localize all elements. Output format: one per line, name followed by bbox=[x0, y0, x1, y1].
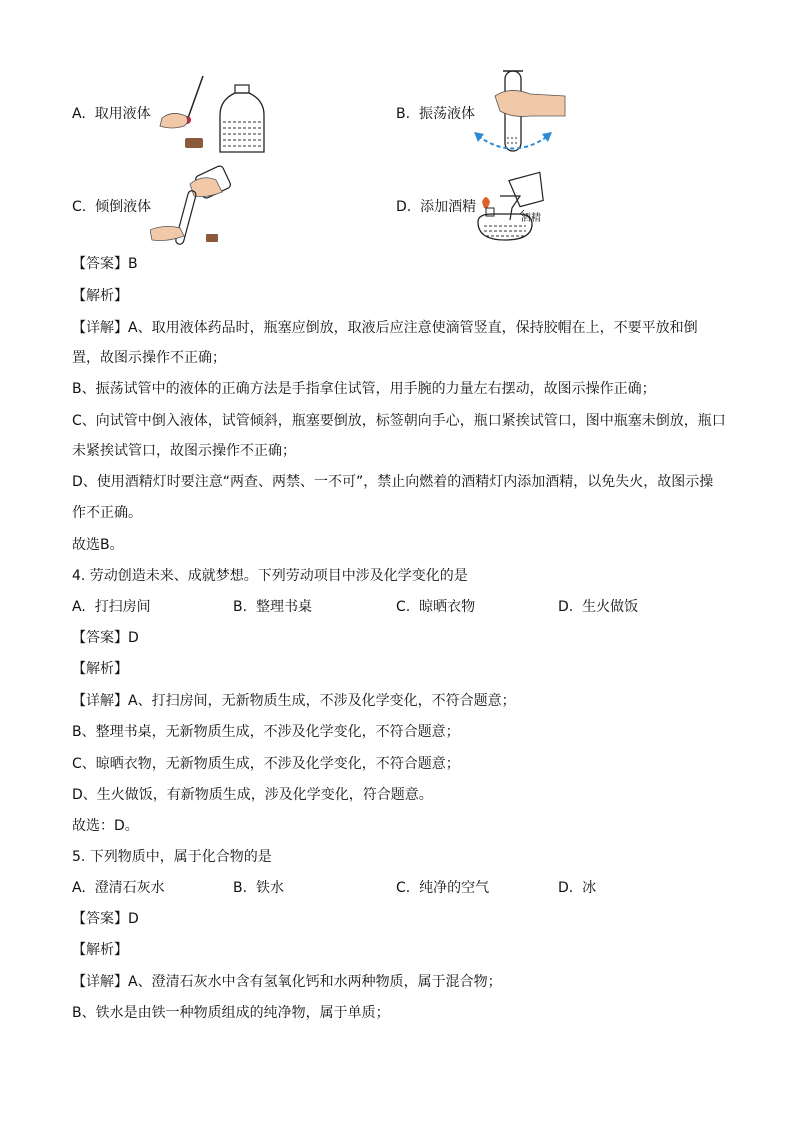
alcohol-label: 酒精 bbox=[521, 213, 541, 224]
q5-option-d bbox=[558, 878, 596, 898]
q4-option-c bbox=[396, 597, 475, 617]
q4-detail-c: C、晾晒衣物，无新物质生成，不涉及化学变化，不符合题意； bbox=[72, 756, 460, 772]
option-letter: C. bbox=[72, 199, 87, 215]
q5-option-c bbox=[396, 878, 489, 898]
q3-detail-a-cont: 置，故图示操作不正确； bbox=[72, 350, 226, 366]
q5-option-a bbox=[72, 878, 165, 898]
q5-detail-b: B、铁水是由铁一种物质组成的纯净物，属于单质； bbox=[72, 1005, 390, 1021]
option-text: 取用液体 bbox=[94, 106, 151, 122]
option-text: 晾晒衣物 bbox=[419, 599, 476, 615]
q3-detail-b: B、振荡试管中的液体的正确方法是手指拿住试管，用手腕的力量左右摆动，故图示操作正确； bbox=[72, 381, 656, 397]
q3-answer: 【答案】B bbox=[72, 256, 138, 272]
q4-detail-b: B、整理书桌，无新物质生成，不涉及化学变化，不符合题意； bbox=[72, 724, 460, 740]
option-text: 铁水 bbox=[255, 880, 284, 896]
q4-answer: 【答案】D bbox=[72, 630, 139, 646]
q3-detail-d: D、使用酒精灯时要注意“两查、两禁、一不可”，禁止向燃着的酒精灯内添加酒精，以免失火，故图示操 bbox=[72, 474, 714, 490]
q4-option-d bbox=[558, 597, 638, 617]
pouring-liquid-figure bbox=[150, 162, 250, 252]
q3-detail-d-cont: 作不正确。 bbox=[72, 505, 142, 521]
option-letter: D. bbox=[558, 599, 574, 615]
shaking-tube-figure bbox=[470, 66, 570, 161]
q5-option-b bbox=[233, 878, 284, 898]
q4-stem: 4. 劳动创造未来、成就梦想。下列劳动项目中涉及化学变化的是 bbox=[72, 568, 468, 584]
option-text: 添加酒精 bbox=[420, 199, 477, 215]
option-letter: A. bbox=[72, 880, 86, 896]
q4-option-b bbox=[233, 597, 312, 617]
alcohol-lamp-figure bbox=[472, 164, 582, 248]
q5-stem: 5. 下列物质中，属于化合物的是 bbox=[72, 849, 272, 865]
q4-detail-d: D、生火做饭，有新物质生成，涉及化学变化，符合题意。 bbox=[72, 787, 433, 803]
q5-detail-a: 【详解】A、澄清石灰水中含有氢氧化钙和水两种物质，属于混合物； bbox=[72, 974, 502, 990]
q3-detail-a: 【详解】A、取用液体药品时，瓶塞应倒放，取液后应注意使滴管竖直，保持胶帽在上，不要平放和倒 bbox=[72, 320, 698, 336]
q3-analysis-heading: 【解析】 bbox=[72, 288, 128, 304]
q5-answer: 【答案】D bbox=[72, 911, 139, 927]
q3-option-d bbox=[396, 197, 476, 217]
dropper-bottle-figure bbox=[150, 70, 280, 155]
option-letter: A. bbox=[72, 106, 86, 122]
q4-analysis-heading: 【解析】 bbox=[72, 661, 128, 677]
q3-option-c bbox=[72, 197, 151, 217]
option-text: 冰 bbox=[582, 880, 597, 896]
q4-conclusion: 故选：D。 bbox=[72, 818, 139, 834]
q4-option-a bbox=[72, 597, 151, 617]
option-text: 倾倒液体 bbox=[95, 199, 152, 215]
option-text: 生火做饭 bbox=[582, 599, 639, 615]
option-text: 打扫房间 bbox=[94, 599, 151, 615]
option-text: 振荡液体 bbox=[418, 106, 475, 122]
option-letter: C. bbox=[396, 880, 411, 896]
option-letter: A. bbox=[72, 599, 86, 615]
q3-detail-c: C、向试管中倒入液体，试管倾斜，瓶塞要倒放，标签朝向手心，瓶口紧挨试管口，图中瓶塞未倒放，瓶口 bbox=[72, 413, 726, 429]
option-text: 纯净的空气 bbox=[419, 880, 490, 896]
q3-option-b bbox=[396, 104, 475, 124]
q3-conclusion: 故选B。 bbox=[72, 537, 124, 553]
option-letter: D. bbox=[558, 880, 574, 896]
q3-option-a bbox=[72, 104, 151, 124]
q5-analysis-heading: 【解析】 bbox=[72, 942, 128, 958]
option-letter: B. bbox=[233, 599, 248, 615]
option-letter: C. bbox=[396, 599, 411, 615]
q4-detail-a: 【详解】A、打扫房间，无新物质生成，不涉及化学变化，不符合题意； bbox=[72, 693, 516, 709]
option-text: 整理书桌 bbox=[255, 599, 312, 615]
q3-detail-c-cont: 未紧挨试管口，故图示操作不正确； bbox=[72, 443, 296, 459]
option-text: 澄清石灰水 bbox=[94, 880, 165, 896]
option-letter: B. bbox=[396, 106, 411, 122]
option-letter: D. bbox=[396, 199, 412, 215]
option-letter: B. bbox=[233, 880, 248, 896]
